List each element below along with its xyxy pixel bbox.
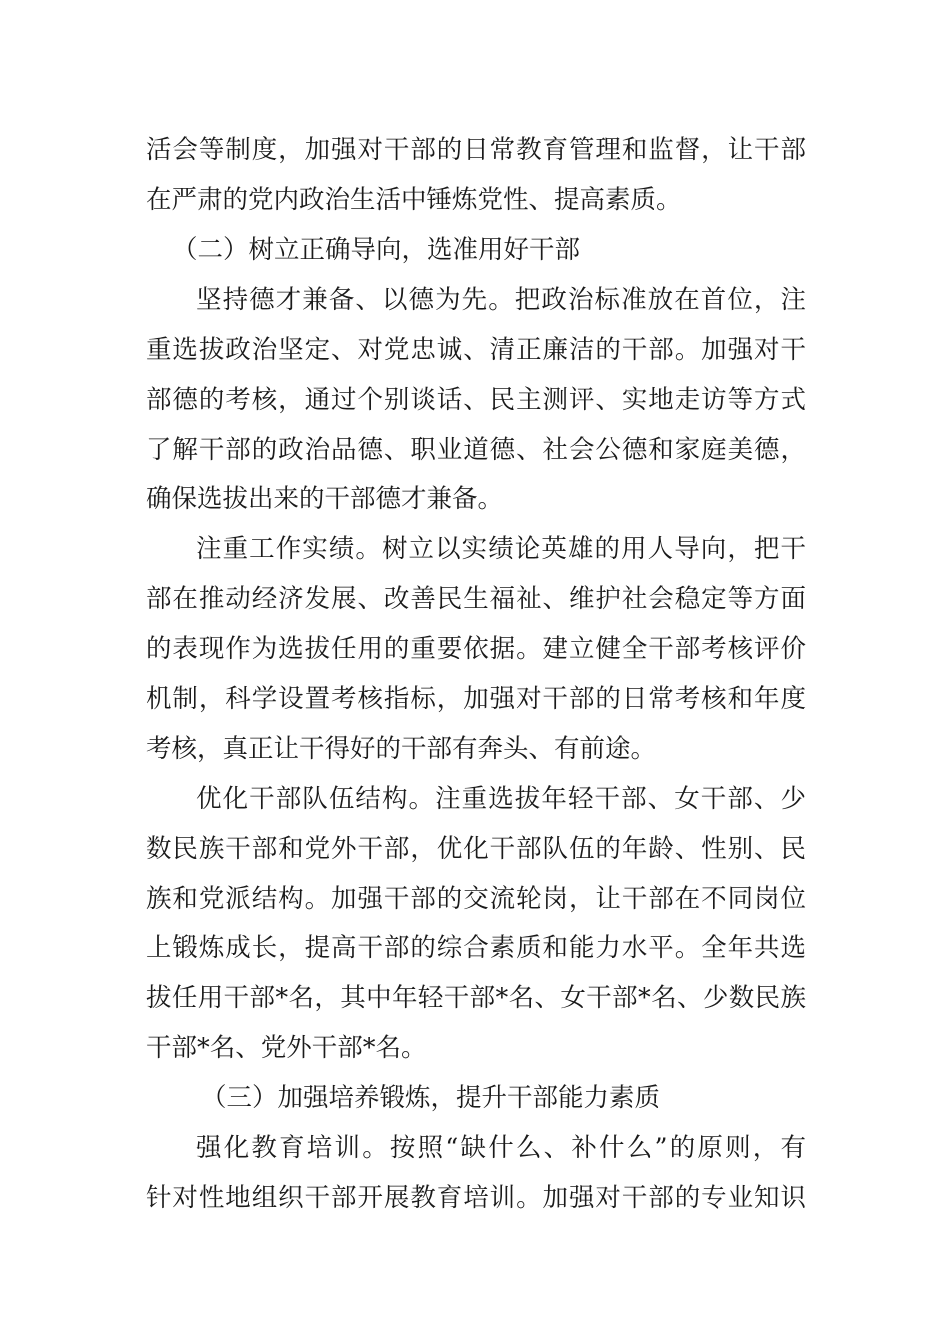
body-line: 拔任用干部*名，其中年轻干部*名、女干部*名、少数民族 [146,983,806,1013]
body-line: 针对性地组织干部开展教育培训。加强对干部的专业知识 [146,1183,806,1213]
body-line: 上锻炼成长，提高干部的综合素质和能力水平。全年共选 [146,933,806,963]
paragraph-first-line: 注重工作实绩。树立以实绩论英雄的用人导向，把干 [196,534,806,564]
section-heading: （三）加强培养锻炼，提升干部能力素质 [201,1083,661,1113]
body-line: 了解干部的政治品德、职业道德、社会公德和家庭美德， [146,435,806,465]
body-line: 数民族干部和党外干部，优化干部队伍的年龄、性别、民 [146,834,806,864]
body-line: 部在推动经济发展、改善民生福祉、维护社会稳定等方面 [146,584,806,614]
body-line: 重选拔政治坚定、对党忠诚、清正廉洁的干部。加强对干 [146,335,806,365]
body-line: 的表现作为选拔任用的重要依据。建立健全干部考核评价 [146,634,806,664]
body-line: 考核，真正让干得好的干部有奔头、有前途。 [146,734,657,764]
section-heading: （二）树立正确导向，选准用好干部 [172,235,581,265]
body-line: 机制，科学设置考核指标，加强对干部的日常考核和年度 [146,684,806,714]
paragraph-first-line: 优化干部队伍结构。注重选拔年轻干部、女干部、少 [196,784,806,814]
body-line: 活会等制度，加强对干部的日常教育管理和监督，让干部 [146,135,806,165]
body-line: 部德的考核，通过个别谈话、民主测评、实地走访等方式 [146,385,806,415]
paragraph-first-line: 强化教育培训。按照“缺什么、补什么”的原则，有 [196,1133,806,1163]
body-line: 在严肃的党内政治生活中锤炼党性、提高素质。 [146,185,682,215]
body-line: 族和党派结构。加强干部的交流轮岗，让干部在不同岗位 [146,884,806,914]
paragraph-first-line: 坚持德才兼备、以德为先。把政治标准放在首位，注 [196,285,806,315]
body-line: 确保选拔出来的干部德才兼备。 [146,484,504,514]
body-line: 干部*名、党外干部*名。 [146,1033,427,1063]
